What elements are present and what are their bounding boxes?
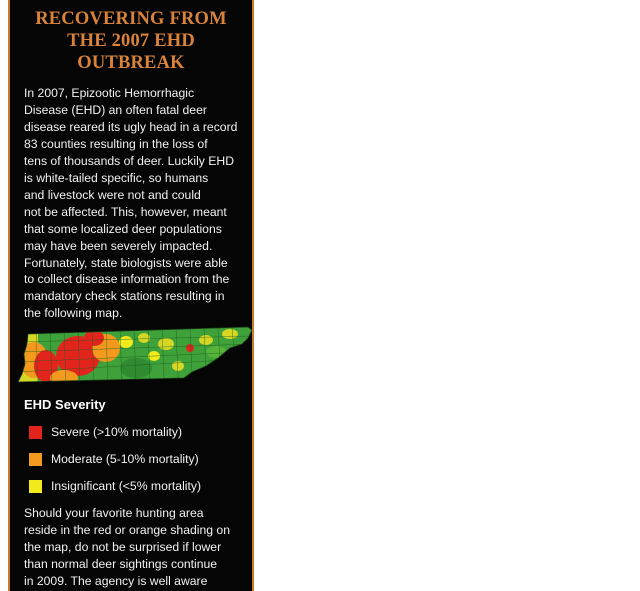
text-line: the map, do not be surprised if lower — [24, 540, 222, 554]
text-line: disease reared its ugly head in a record — [24, 119, 238, 134]
text-line: mandatory check stations resulting in — [24, 289, 225, 304]
legend-item-severe — [29, 425, 182, 439]
text-line: that some localized deer populations — [24, 221, 222, 236]
text-line: than normal deer sightings continue — [24, 557, 218, 571]
text-line: In 2007, Epizootic Hemorrhagic — [24, 86, 195, 100]
text-line: is white-tailed specific, so humans — [24, 170, 209, 185]
map-region-moderate-south — [50, 370, 78, 386]
text-line: Disease (EHD) an often fatal deer — [24, 102, 207, 117]
legend-label: Insignificant (<5% mortality) — [51, 479, 202, 493]
map-region-yellow-3 — [158, 338, 174, 350]
legend-heading: EHD Severity — [24, 397, 106, 412]
legend-label: Moderate (5-10% mortality) — [51, 452, 199, 466]
text-line: to collect disease information from the — [24, 272, 230, 287]
title-line: RECOVERING FROM — [35, 9, 227, 29]
text-line: Should your favorite hunting area — [24, 506, 204, 520]
tennessee-ehd-map — [16, 326, 254, 388]
map-regions — [16, 326, 254, 388]
legend-label: Severe (>10% mortality) — [51, 425, 183, 439]
text-line: Fortunately, state biologists were able — [24, 255, 228, 270]
text-line: and livestock were not and could — [24, 187, 201, 202]
map-region-dark-green — [120, 358, 152, 378]
intro-paragraph — [24, 85, 250, 322]
title-line: OUTBREAK — [77, 53, 185, 73]
legend-item-moderate — [29, 452, 199, 466]
legend-item-insignificant — [29, 479, 201, 493]
text-line: in 2009. The agency is well aware — [24, 574, 208, 588]
text-line: the following map. — [24, 306, 123, 321]
map-region-severe-east — [186, 344, 194, 352]
text-line: not be affected. This, however, meant — [24, 204, 227, 219]
article-sidebar — [8, 0, 254, 591]
map-region-yellow-6 — [222, 329, 238, 339]
legend-swatch — [29, 480, 42, 493]
text-line: reside in the red or orange shading on — [24, 523, 230, 537]
outro-paragraph — [24, 505, 250, 590]
title-line: THE 2007 EHD — [67, 31, 195, 51]
text-line: 83 counties resulting in the loss of — [24, 136, 208, 151]
legend-swatch — [29, 453, 42, 466]
text-line: tens of thousands of deer. Luckily EHD — [24, 153, 235, 168]
article-title — [10, 8, 252, 74]
text-line: may have been severely impacted. — [24, 238, 213, 253]
map-region-mid-green — [206, 346, 226, 358]
map-region-yellow-5 — [199, 335, 213, 345]
legend-swatch — [29, 426, 42, 439]
map-region-yellow-1 — [119, 336, 133, 348]
